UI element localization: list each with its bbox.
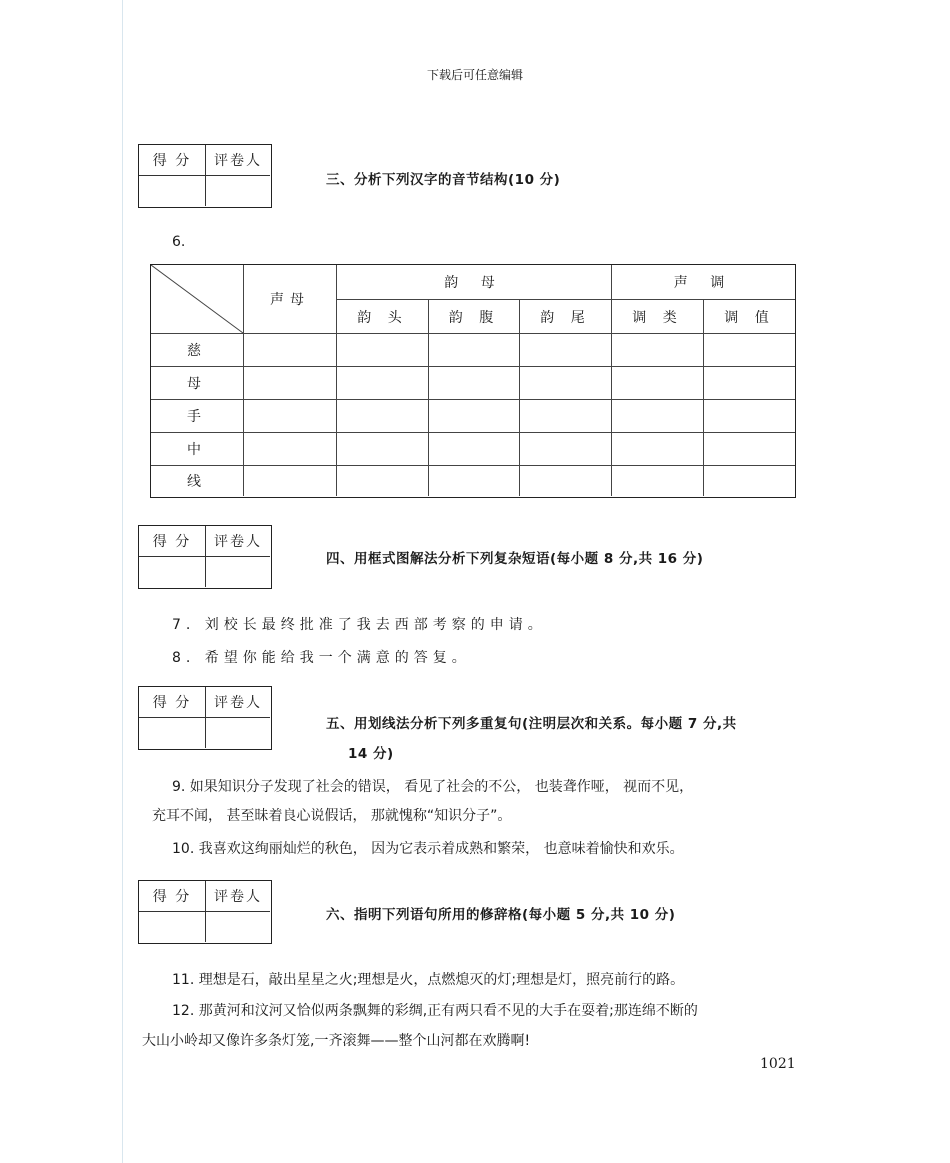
question-11: 11. 理想是石，敲出星星之火;理想是火，点燃熄灭的灯;理想是灯，照亮前行的路。 bbox=[172, 972, 685, 988]
section-title: 三、分析下列汉字的音节结构(10 分) bbox=[326, 172, 561, 188]
section-title-cont: 14 分) bbox=[348, 746, 394, 762]
header-diaozhi: 调 值 bbox=[724, 309, 775, 326]
grader-cell bbox=[206, 557, 270, 587]
score-cell bbox=[139, 176, 206, 206]
score-label: 得 分 bbox=[139, 881, 206, 912]
header-shengdiao: 声 调 bbox=[673, 275, 734, 291]
grader-label: 评卷人 bbox=[206, 526, 270, 557]
diagonal-corner bbox=[151, 265, 244, 334]
score-label: 得 分 bbox=[139, 687, 206, 718]
grader-cell bbox=[206, 912, 270, 942]
header-note: 下载后可任意编辑 bbox=[426, 68, 523, 82]
header-yunfu: 韵 腹 bbox=[448, 309, 500, 326]
header-yuntou: 韵 头 bbox=[357, 309, 408, 326]
question-8: 8. 希望你能给我一个满意的答复。 bbox=[172, 650, 471, 666]
scan-page-edge bbox=[122, 0, 123, 1163]
header-diaolei: 调 类 bbox=[632, 309, 683, 326]
question-9-line1: 9. 如果知识分子发现了社会的错误， 看见了社会的不公， 也装聋作哑， 视而不见， bbox=[172, 779, 694, 795]
score-box bbox=[138, 880, 272, 944]
header-yunwei: 韵 尾 bbox=[540, 309, 591, 326]
score-box bbox=[138, 686, 272, 750]
question-number: 6. bbox=[172, 234, 186, 250]
score-box bbox=[138, 525, 272, 589]
question-10: 10. 我喜欢这绚丽灿烂的秋色， 因为它表示着成熟和繁荣， 也意味着愉快和欢乐。 bbox=[172, 841, 684, 857]
row-label: 手 bbox=[187, 409, 207, 425]
question-12-line2: 大山小岭却又像许多条灯笼,一齐滚舞——整个山河都在欢腾啊! bbox=[142, 1033, 531, 1049]
row-label: 慈 bbox=[187, 343, 207, 359]
grader-cell bbox=[206, 176, 270, 206]
grader-label: 评卷人 bbox=[206, 881, 270, 912]
score-cell bbox=[139, 912, 206, 942]
score-box bbox=[138, 144, 272, 208]
section-title: 六、指明下列语句所用的修辞格(每小题 5 分,共 10 分) bbox=[326, 907, 676, 923]
section-title: 五、用划线法分析下列多重复句(注明层次和关系。每小题 7 分,共 bbox=[326, 716, 737, 732]
row-label: 中 bbox=[187, 442, 207, 458]
grader-label: 评卷人 bbox=[206, 145, 270, 176]
syllable-table bbox=[150, 264, 796, 498]
header-yunmu: 韵 母 bbox=[444, 275, 504, 291]
question-9-line2: 充耳不闻， 甚至昧着良心说假话， 那就愧称“知识分子”。 bbox=[152, 808, 512, 824]
question-12-line1: 12. 那黄河和汶河又恰似两条飘舞的彩绸,正有两只看不见的大手在耍着;那连绵不断的 bbox=[172, 1003, 698, 1019]
score-cell bbox=[139, 718, 206, 748]
header-shengmu: 声母 bbox=[270, 292, 310, 308]
score-cell bbox=[139, 557, 206, 587]
grader-label: 评卷人 bbox=[206, 687, 270, 718]
score-label: 得 分 bbox=[139, 526, 206, 557]
row-label: 线 bbox=[187, 474, 207, 490]
row-label: 母 bbox=[187, 376, 207, 392]
grader-cell bbox=[206, 718, 270, 748]
section-title: 四、用框式图解法分析下列复杂短语(每小题 8 分,共 16 分) bbox=[326, 551, 704, 567]
page-number: 1021 bbox=[760, 1056, 796, 1072]
question-7: 7. 刘校长最终批准了我去西部考察的申请。 bbox=[172, 617, 547, 633]
score-label: 得 分 bbox=[139, 145, 206, 176]
